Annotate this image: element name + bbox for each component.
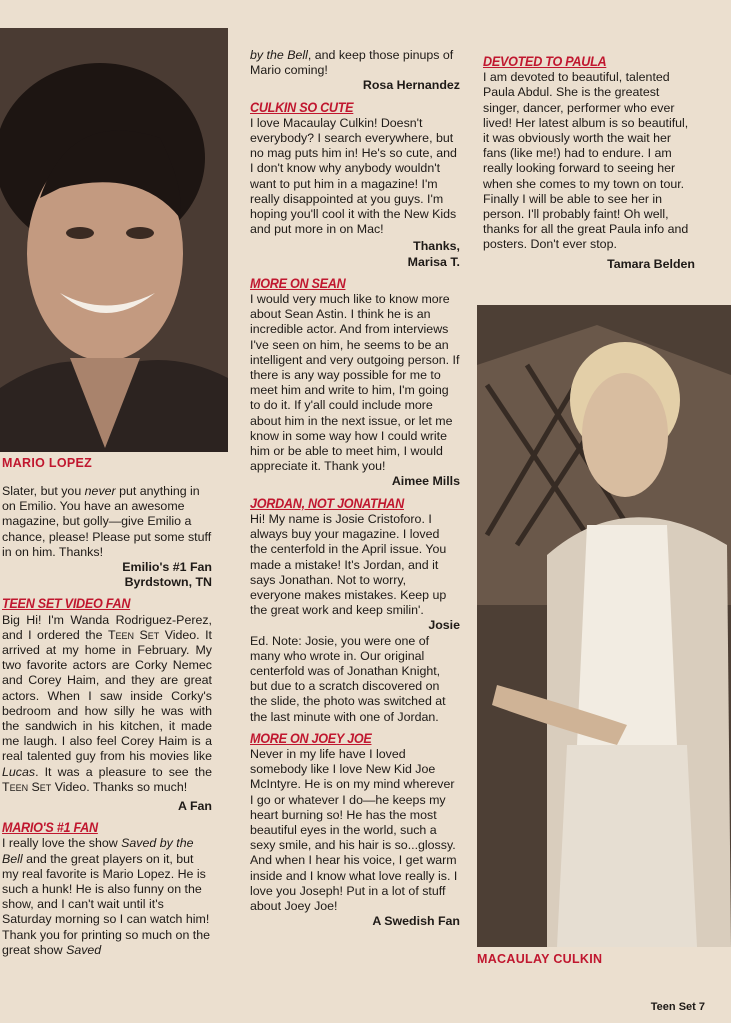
macaulay-culkin-photo: [477, 305, 731, 947]
letter-signature: Aimee Mills: [391, 474, 460, 489]
letter-jordan-not-jonathan: [250, 496, 460, 725]
letter-teen-set-video-fan: [2, 596, 212, 814]
letter-signature: Josie: [428, 618, 460, 633]
letter-more-on-joey-joe: [250, 731, 460, 930]
letter-signature-location: Byrdstown, TN: [124, 575, 212, 590]
letter-heading: DEVOTED TO PAULA: [483, 53, 607, 69]
editor-note: Ed. Note: Josie, you were one of many who wrote in. Our original centerfold was of Jonathan Knight, but due to a scratch discovered on the slide, the photo was switched at the last minute with one of Jordan.: [250, 633, 446, 724]
letter-body: I would very much like to know more about Sean Astin. I think he is an incredible actor. And from interviews I've seen on him, he seems to be an intelligent and very outgoing person. If there is any way possible for me to meet him and write to him, I'm going to do it. If y'all could include more about him in the next issue, or let me know in some way how I could write him or be able to meet him, I would appreciate it. Thank you!: [250, 292, 460, 474]
mario-lopez-photo: [0, 28, 228, 452]
mario-lopez-caption: MARIO LOPEZ: [2, 456, 93, 470]
macaulay-culkin-caption: MACAULAY CULKIN: [477, 952, 603, 966]
column-3: [483, 50, 695, 272]
letter-signature: A Fan: [178, 799, 212, 814]
letter-heading: MORE ON SEAN: [250, 274, 346, 291]
letter-heading: CULKIN SO CUTE: [250, 98, 354, 115]
letter-signature: Emilio's #1 Fan: [122, 560, 212, 575]
letter-body: I really love the show Saved by the Bell and the great players on it, but my real favorite is Mario Lopez. He is such a hunk! He is also funny on the show, and I can't wait until it's Saturday morning so I can watch him! Thank you for printing so much on the great show Saved: [2, 836, 211, 957]
letter-signature: A Swedish Fan: [372, 914, 460, 929]
page-footer: Teen Set 7: [650, 1001, 705, 1013]
letter-body: Slater, but you never put anything in on Emilio. You have an awesome magazine, but golly—give Emilio a chance, please! Please put some stuff in on him. Thanks!: [2, 484, 212, 559]
letter-signature: Thanks,: [413, 239, 460, 254]
column-1: [2, 484, 212, 958]
letter-devoted-to-paula: [483, 54, 695, 272]
letter-body: Never in my life have I loved somebody like I love New Kid Joe McIntyre. He is on my mind wherever I go or whatever I do—he keeps my heart burning so! He has the most beautiful eyes in the world, such a sexy smile, and his hair is so...glossy. And when I hear his voice, I get warm inside and I know what love really is. I love you Joseph! Put in a lot of stuff about Joey Joe!: [250, 746, 458, 913]
letter-signature-name: Marisa T.: [407, 254, 460, 269]
letter-heading: MORE ON JOEY JOE: [250, 729, 372, 746]
letter-culkin-so-cute: [250, 100, 460, 270]
letter-body: Hi! My name is Josie Cristoforo. I always buy your magazine. I loved the centerfold in the April issue. You made a mistake! It's Jordan, and it says Jonathan. Not to worry, everyone makes mistakes. Keep up the great work and keep smilin'.: [250, 511, 447, 618]
letter-body: Big Hi! I'm Wanda Rodriguez-Perez, and I ordered the Teen Set Video. It arrived at my home in February. My two favorite actors are Corky Nemec and Corey Haim, and they are great actors. When I saw inside Corky's bedroom and how silly he was with the sandwich in his kitchen, it made me laugh. I also feel Corey Haim is a real talented guy from his movies like Lucas. It was a pleasure to see the Teen Set Video. Thanks so much!: [2, 612, 212, 794]
letter-heading: TEEN SET VIDEO FAN: [2, 595, 131, 612]
letter-signature: Tamara Belden: [607, 256, 695, 271]
letter-heading: JORDAN, NOT JONATHAN: [250, 494, 404, 511]
column-2: [250, 48, 460, 929]
letter-body: I love Macaulay Culkin! Doesn't everybody? I search everywhere, but no mag puts him in! He's so cute, and I don't know why anybody wouldn't want to put him in a magazine! I'm really disappointed at you guys. I'm hoping you'll cool it with the New Kids and put more in on Mac!: [250, 115, 457, 237]
letter-body: by the Bell, and keep those pinups of Mario coming!: [250, 48, 454, 78]
letter-rosa-hernandez-cont: [250, 48, 460, 94]
letter-emilio-fan: [2, 484, 212, 590]
letter-signature: Rosa Hernandez: [362, 78, 460, 93]
letter-more-on-sean: [250, 276, 460, 490]
letter-marios-1-fan: [2, 820, 212, 958]
letter-body: I am devoted to beautiful, talented Paula Abdul. She is the greatest singer, dancer, performer who ever lived! Her latest album is so beautiful, it was obviously worth the wait her fans (like me!) had to endure. I am really looking forward to seeing her when she comes to my town on tour. Finally I will be able to see her in person. I'll probably faint! Oh well, thanks for all the great Paula info and posters. Don't ever stop.: [483, 70, 689, 252]
letter-heading: MARIO'S #1 FAN: [2, 819, 98, 836]
